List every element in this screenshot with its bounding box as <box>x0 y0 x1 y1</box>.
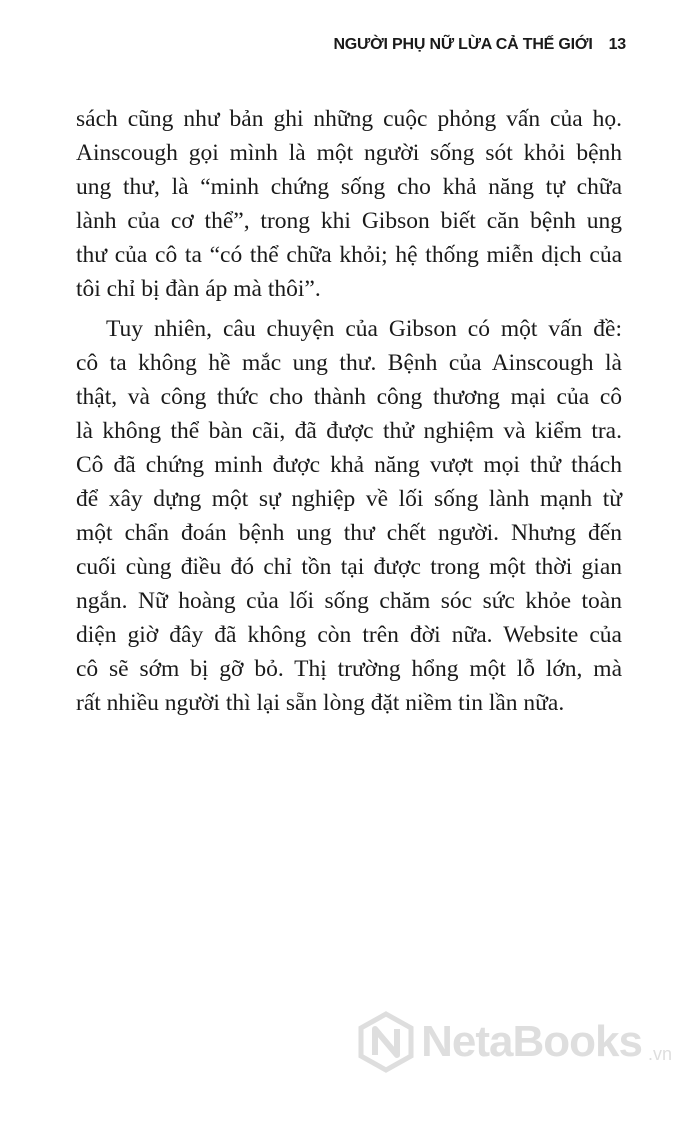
paragraph-1 <box>76 102 622 306</box>
text-line: diện giờ đây đã không còn trên đời nữa. Website của <box>76 622 622 648</box>
text-line: Cô đã chứng minh được khả năng vượt mọi thử thách <box>76 452 622 478</box>
watermark-suffix: .vn <box>647 1044 672 1064</box>
page-body <box>76 102 622 720</box>
text-line: tôi chỉ bị đàn áp mà thôi”. <box>76 276 321 302</box>
watermark <box>357 1011 672 1073</box>
watermark-brand: NetaBooks <box>421 1017 642 1066</box>
text-line: Ainscough gọi mình là một người sống sót khỏi bệnh <box>76 140 622 166</box>
text-line: lành của cơ thể”, trong khi Gibson biết căn bệnh ung <box>76 208 622 234</box>
netabooks-logo-icon <box>357 1011 415 1073</box>
text-line: Tuy nhiên, câu chuyện của Gibson có một vấn đề: <box>106 316 622 342</box>
text-line: ngắn. Nữ hoàng của lối sống chăm sóc sức khỏe toàn <box>76 588 622 614</box>
text-line: để xây dựng một sự nghiệp về lối sống lành mạnh từ <box>76 486 622 512</box>
text-line: cuối cùng điều đó chỉ tồn tại được trong một thời gian <box>76 554 622 580</box>
page-number: 13 <box>608 36 626 53</box>
text-line: thật, và công thức cho thành công thương mại của cô <box>76 384 622 410</box>
text-line: là không thể bàn cãi, đã được thử nghiệm và kiểm tra. <box>76 418 622 444</box>
text-line: ung thư, là “minh chứng sống cho khả năng tự chữa <box>76 174 622 200</box>
text-line: rất nhiều người thì lại sẵn lòng đặt niềm tin lần nữa. <box>76 690 565 716</box>
text-line: cô ta không hề mắc ung thư. Bệnh của Ainscough là <box>76 350 622 376</box>
paragraph-2 <box>76 312 622 720</box>
running-header <box>333 36 626 54</box>
text-line: thư của cô ta “có thể chữa khỏi; hệ thống miễn dịch của <box>76 242 622 268</box>
text-line: cô sẽ sớm bị gỡ bỏ. Thị trường hổng một lỗ lớn, mà <box>76 656 622 682</box>
running-title: NGƯỜI PHỤ NỮ LỪA CẢ THẾ GIỚI <box>333 36 593 53</box>
text-line: một chẩn đoán bệnh ung thư chết người. Nhưng đến <box>76 520 622 546</box>
text-line: sách cũng như bản ghi những cuộc phỏng vấn của họ. <box>76 106 622 132</box>
